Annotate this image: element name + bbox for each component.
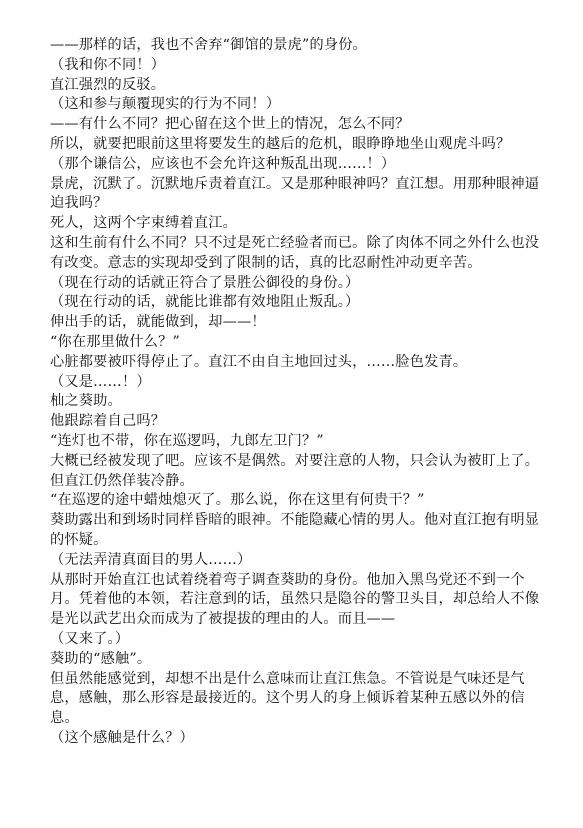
text-line: 从那时开始直江也试着绕着弯子调查葵助的身份。他加入黑鸟党还不到一个月。凭着他的本领，若注意到的话，虽然只是隐谷的警卫头目，却总给人不像是光以武艺出众而成为了被提拔的理由的人。而且——: [50, 571, 540, 628]
text-line: 杣之葵助。: [50, 393, 122, 410]
text-line: （现在行动的话，就能比谁都有效地阻止叛乱。）: [50, 294, 360, 311]
text-line: 他跟踪着自己吗？: [50, 413, 166, 430]
text-line: 景虎，沉默了。沉默地斥责着直江。又是那种眼神吗？直江想。用那种眼神逼迫我吗？: [50, 175, 540, 212]
text-line: 葵助露出和到场时同样昏暗的眼神。不能隐藏心情的男人。他对直江抱有明显的怀疑。: [50, 512, 540, 548]
text-line: 葵助的“感触”。: [50, 650, 152, 667]
document-page: [50, 36, 550, 749]
text-line: （这个感触是什么？）: [50, 729, 194, 746]
text-line: （无法弄清真面目的男人……）: [50, 551, 252, 568]
text-line: （那个谦信公，应该也不会允许这种叛乱出现……！）: [50, 155, 396, 172]
text-line: 但虽然能感觉到，却想不出是什么意味而让直江焦急。不管说是气味还是气息，感触，那么形容是最接近的。这个男人的身上倾诉着某种五感以外的信息。: [50, 670, 525, 727]
text-line: “你在那里做什么？”: [50, 333, 181, 350]
text-line: 所以，就要把眼前这里将要发生的越后的危机，眼睁睁地坐山观虎斗吗？: [50, 135, 511, 152]
text-line: 伸出手的话，就能做到，却——！: [50, 314, 266, 331]
text-line: 这和生前有什么不同？只不过是死亡经验者而已。除了肉体不同之外什么也没有改变。意志的实现却受到了限制的话，真的比忍耐性冲动更辛苦。: [50, 234, 540, 271]
text-line: （现在行动的话就正符合了景胜公御役的身份。）: [50, 274, 360, 291]
text-line: “在巡逻的途中蜡烛熄灭了。那么说，你在这里有何贵干？”: [50, 492, 425, 509]
text-line: 死人，这两个字束缚着直江。: [50, 215, 238, 232]
text-line: ——那样的话，我也不舍弃“御馆的景虎”的身份。: [50, 37, 368, 53]
text-line: （这和参与颠覆现实的行为不同！）: [50, 96, 281, 113]
text-line: 直江强烈的反驳。: [50, 76, 166, 93]
text-line: （我和你不同！）: [50, 56, 166, 73]
text-line: 大概已经被发现了吧。应该不是偶然。对要注意的人物，只会认为被盯上了。但直江仍然佯装冷静。: [50, 452, 540, 489]
text-line: （又来了。）: [50, 630, 130, 647]
text-line: “连灯也不带，你在巡逻吗，九郎左卫门？”: [50, 432, 324, 449]
text-line: （又是……！）: [50, 373, 151, 390]
text-line: 心脏都要被吓得停止了。直江不由自主地回过头，……脸色发青。: [50, 353, 468, 370]
text-line: ——有什么不同？把心留在这个世上的情况，怎么不同？: [50, 116, 410, 133]
